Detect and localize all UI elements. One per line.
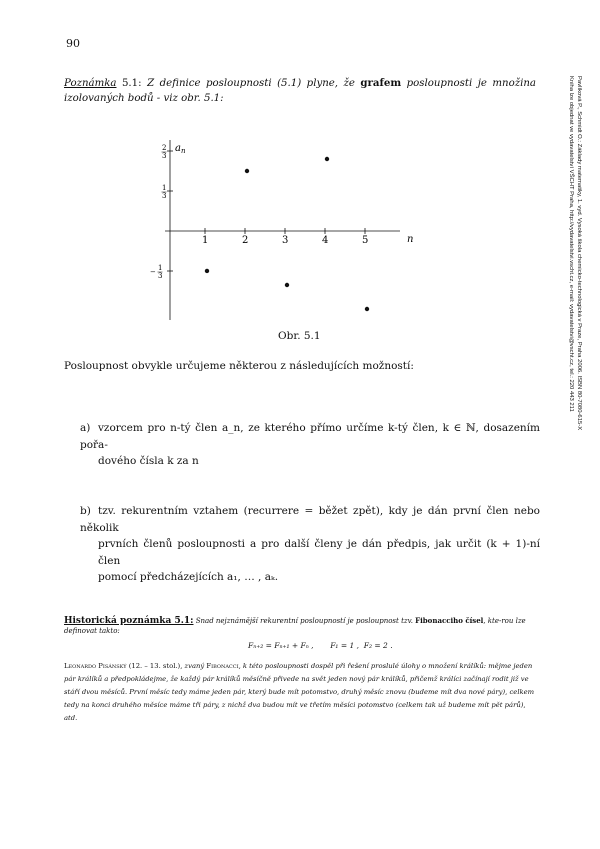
fibonacci-formula: Fₙ₊₂ = Fₙ₊₁ + Fₙ , F₁ = 1 , F₂ = 2 . (248, 641, 393, 650)
historical-name: Leonardo Pisánský (64, 662, 127, 670)
sequence-point (245, 169, 249, 173)
item-b-line-1: tzv. rekurentním vztahem (recurrere = běžet zpět), kdy je dán první člen nebo několik (80, 505, 540, 534)
page-number: 90 (66, 37, 80, 50)
sequence-graph (135, 135, 435, 325)
historical-body-b: , k této posloupnosti dospěl při řešení proslulé úlohy o množení králíků: mějme jeden pár králíků a předpokládejme, že každý pár králíků měsíčně přivede na svět jeden nový pár králíků, přičemž králíci začínají rodit již ve stáří dvou měsíců. První měsíc tedy máme jeden pár, který bude mít potomstvo, druhý měsíc znovu (budeme mít dva nové páry), celkem tedy na konci druhého měsíce máme tři páry, z nichž dva budou mít ve třetím měsíci potomstvo (celkem tak už budeme mít pět párů), atd. (64, 662, 535, 722)
intro-text: Posloupnost obvykle určujeme některou z následujících možností: (64, 360, 414, 372)
side-citation-line-1: Pavlíková P., Schmidt O.: Základy matematiky, 1. vyd. Vysoká škola chemicko-technologická v Praze, Praha 2006. ISBN 80-7080-615-X (576, 76, 582, 431)
x-tick-label: 3 (282, 235, 289, 246)
x-tick-label: 4 (322, 235, 329, 246)
item-b-line-2: prvních členů posloupnosti a pro další členy je dán předpis, jak určit (k + 1)-ní člen (98, 538, 540, 567)
item-b-label: b) (80, 505, 91, 517)
remark-paragraph (64, 76, 536, 106)
item-b-line-3: pomocí předcházejících a₁, … , aₖ. (98, 571, 279, 583)
y-tick-label: − 1 3 (150, 264, 163, 280)
historical-alias: Fibonacci (206, 662, 239, 670)
x-axis-label: n (407, 234, 414, 245)
historical-note-head (64, 616, 536, 636)
historical-body (64, 660, 536, 725)
remark-bold: grafem (360, 77, 402, 89)
remark-text-1: Z definice posloupnosti (5.1) plyne, že (147, 78, 355, 89)
historical-text-2: , kte-rou lze definovat takto: (64, 617, 526, 635)
remark-text-2: posloupnosti je množina izolovaných bodů - viz obr. 5.1: (64, 78, 536, 104)
x-tick-label: 1 (202, 235, 209, 246)
remark-label: Poznámka (64, 78, 117, 89)
list-item-a (80, 420, 540, 470)
historical-body-a: , zvaný (180, 662, 207, 670)
item-a-line-2: dového čísla k za n (98, 455, 199, 467)
y-tick-label: 2 3 (162, 144, 167, 160)
side-citation-line-2: Kniha lze objednat ve vydavatelství VŠCHT Praha, http://vydavatelstvi.vscht.cz, e-mail: vydavatelstvi@vscht.cz, tel.: 220 443 211 (568, 76, 575, 412)
item-a-label: a) (80, 422, 91, 434)
historical-bold: Fibonacciho čísel (415, 616, 484, 625)
sequence-point (365, 307, 369, 311)
x-tick-label: 5 (362, 235, 369, 246)
sequence-point (285, 283, 289, 287)
x-tick-label: 2 (242, 235, 249, 246)
historical-text-1: Snad nejznámější rekurentní posloupností je posloupnost tzv. (195, 617, 413, 625)
sequence-point (325, 157, 329, 161)
historical-title: Historická poznámka 5.1: (64, 616, 194, 626)
remark-number: 5.1: (121, 78, 142, 89)
y-axis-label: $a_n$ (175, 143, 186, 155)
item-a-line-1: vzorcem pro n-tý člen a_n, ze kterého přímo určíme k-tý člen, k ∈ ℕ, dosazením pořa- (80, 422, 540, 451)
side-citation (566, 76, 582, 566)
y-tick-label: 1 3 (162, 184, 167, 200)
sequence-point (205, 269, 209, 273)
list-item-b (80, 503, 540, 586)
historical-dates: (12. – 13. stol.) (128, 662, 181, 670)
figure-caption: Obr. 5.1 (278, 330, 321, 342)
